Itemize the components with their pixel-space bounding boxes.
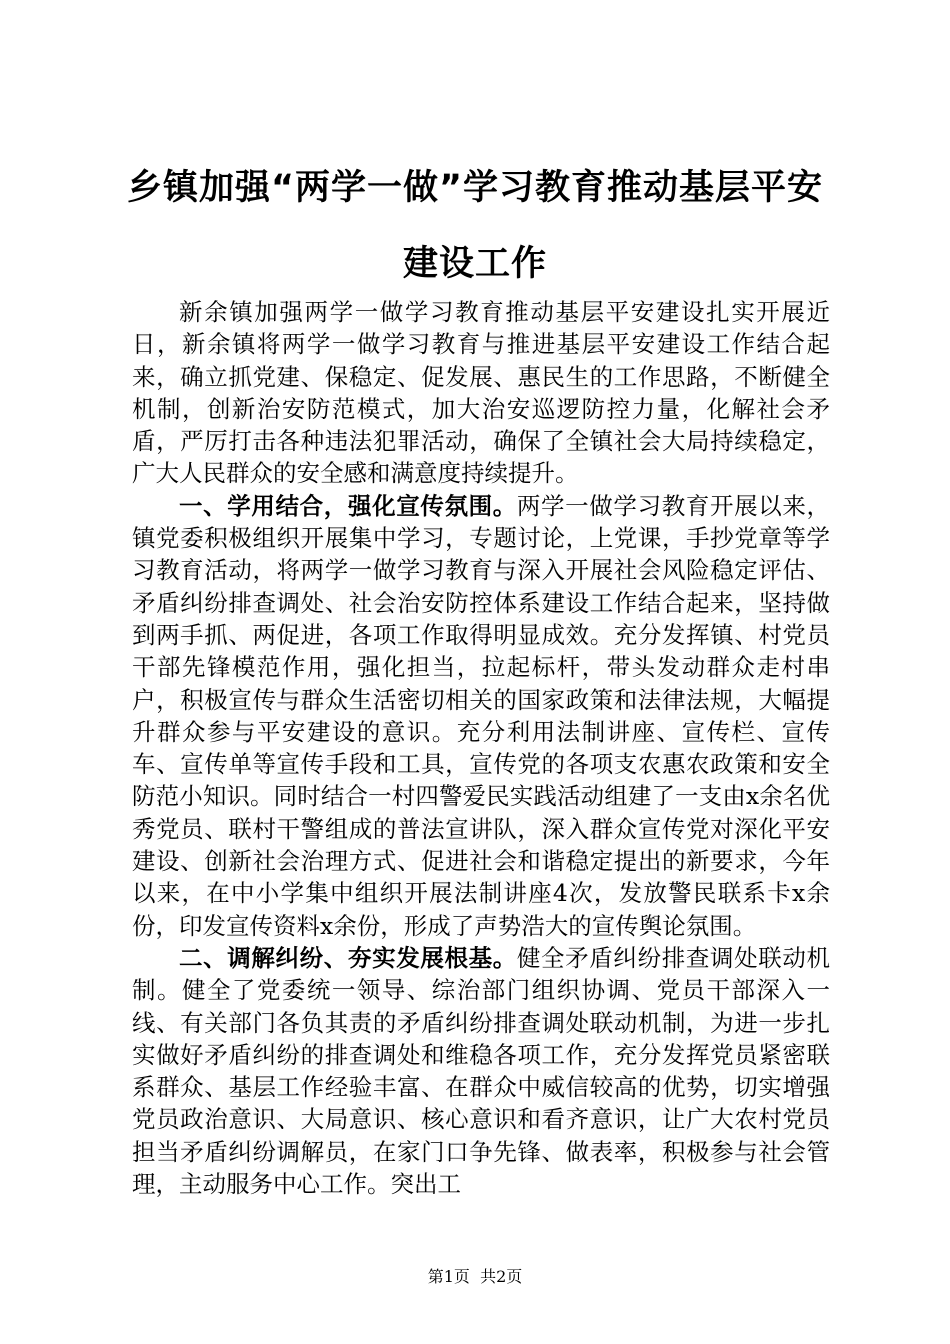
- section-2-paragraph: [132, 942, 830, 1200]
- section-1-paragraph: [132, 490, 830, 942]
- document-title-line-2: 建设工作: [402, 244, 547, 284]
- page-number-footer: 第1页 共2页: [427, 1267, 523, 1286]
- section-2-heading: 二、调解纠纷、夯实发展根基。: [179, 943, 517, 972]
- section-2-text: 健全矛盾纠纷排查调处联动机制。健全了党委统一领导、综治部门组织协调、党员干部深入一线、有关部门各负其责的矛盾纠纷排查调处联动机制，为进一步扎实做好矛盾纠纷的排查调处和维稳各项工作，充分发挥党员紧密联系群众、基层工作经验丰富、在群众中威信较高的优势，切实增强党员政治意识、大局意识、核心意识和看齐意识，让广大农村党员担当矛盾纠纷调解员，在家门口争先锋、做表率，积极参与社会管理，主动服务中心工作。突出工: [132, 943, 831, 1199]
- document-title-line-1: 乡镇加强“两学一做”学习教育推动基层平安: [126, 168, 823, 208]
- section-1-text: 两学一做学习教育开展以来，镇党委积极组织开展集中学习，专题讨论，上党课，手抄党章等学习教育活动，将两学一做学习教育与深入开展社会风险稳定评估、矛盾纠纷排查调处、社会治安防控体系建设工作结合起来，坚持做到两手抓、两促进，各项工作取得明显成效。充分发挥镇、村党员干部先锋模范作用，强化担当，拉起标杆，带头发动群众走村串户，积极宣传与群众生活密切相关的国家政策和法律法规，大幅提升群众参与平安建设的意识。充分利用法制讲座、宣传栏、宣传车、宣传单等宣传手段和工具，宣传党的各项支农惠农政策和安全防范小知识。同时结合一村四警爱民实践活动组建了一支由x余名优秀党员、联村干警组成的普法宣讲队，深入群众宣传党对深化平安建设、创新社会治理方式、促进社会和谐稳定提出的新要求，今年以来，在中小学集中组织开展法制讲座4次，发放警民联系卡x余份，印发宣传资料x余份，形成了声势浩大的宣传舆论氛围。: [132, 491, 831, 940]
- intro-paragraph: 新余镇加强两学一做学习教育推动基层平安建设扎实开展近日，新余镇将两学一做学习教育与推进基层平安建设工作结合起来，确立抓党建、保稳定、促发展、惠民生的工作思路，不断健全机制，创新治安防范模式，加大治安巡逻防控力量，化解社会矛盾，严厉打击各种违法犯罪活动，确保了全镇社会大局持续稳定，广大人民群众的安全感和满意度持续提升。: [132, 298, 830, 488]
- section-1-heading: 一、学用结合，强化宣传氛围。: [179, 491, 517, 520]
- document-body: [132, 296, 830, 1200]
